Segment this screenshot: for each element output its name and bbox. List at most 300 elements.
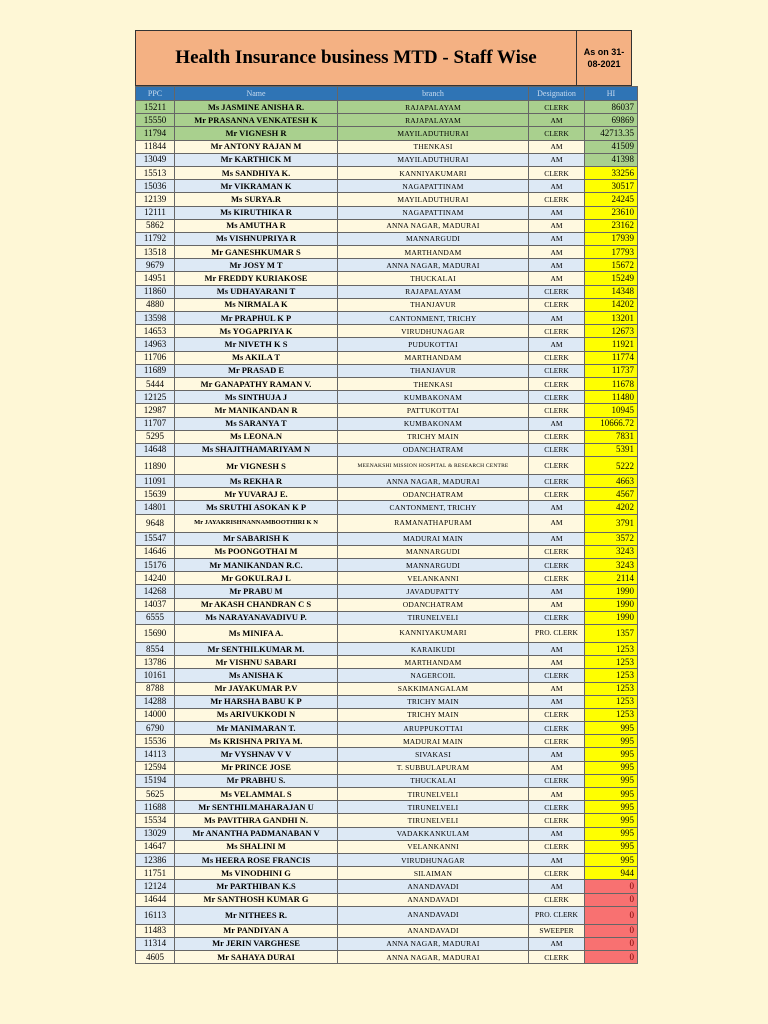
name-cell: Mr SANTHOSH KUMAR G xyxy=(175,893,338,906)
hi-cell: 0 xyxy=(585,937,638,950)
branch-cell: NAGERCOIL xyxy=(338,669,529,682)
hi-cell: 4663 xyxy=(585,475,638,488)
branch-cell: MADURAI MAIN xyxy=(338,735,529,748)
table-row xyxy=(136,840,638,853)
name-cell: Ms SINTHUJA J xyxy=(175,391,338,404)
designation-cell: CLERK xyxy=(529,814,585,827)
column-header-hi: HI xyxy=(585,87,638,101)
designation-cell: AM xyxy=(529,272,585,285)
branch-cell: NAGAPATTINAM xyxy=(338,206,529,219)
table-row xyxy=(136,364,638,377)
branch-cell: THENKASI xyxy=(338,377,529,390)
ppc-cell: 11890 xyxy=(136,457,175,475)
designation-cell: AM xyxy=(529,827,585,840)
branch-cell: MARTHANDAM xyxy=(338,351,529,364)
name-cell: Ms SHALINI M xyxy=(175,840,338,853)
name-cell: Mr JAYAKUMAR P.V xyxy=(175,682,338,695)
designation-cell: CLERK xyxy=(529,893,585,906)
ppc-cell: 13598 xyxy=(136,312,175,325)
branch-cell: ANNA NAGAR, MADURAI xyxy=(338,219,529,232)
branch-cell: MARTHANDAM xyxy=(338,246,529,259)
name-cell: Ms SHAJITHAMARIYAM N xyxy=(175,443,338,456)
name-cell: Mr NITHEES R. xyxy=(175,906,338,924)
table-row xyxy=(136,867,638,880)
ppc-cell: 14963 xyxy=(136,338,175,351)
name-cell: Mr PRASAD E xyxy=(175,364,338,377)
designation-cell: CLERK xyxy=(529,951,585,964)
designation-cell: CLERK xyxy=(529,193,585,206)
designation-cell: AM xyxy=(529,598,585,611)
hi-cell: 24245 xyxy=(585,193,638,206)
ppc-cell: 12987 xyxy=(136,404,175,417)
table-row xyxy=(136,774,638,787)
ppc-cell: 6555 xyxy=(136,611,175,624)
hi-cell: 1357 xyxy=(585,624,638,642)
ppc-cell: 5444 xyxy=(136,377,175,390)
ppc-cell: 15690 xyxy=(136,624,175,642)
table-row xyxy=(136,827,638,840)
branch-cell: ODANCHATRAM xyxy=(338,443,529,456)
designation-cell: CLERK xyxy=(529,774,585,787)
table-row xyxy=(136,285,638,298)
hi-cell: 995 xyxy=(585,827,638,840)
hi-cell: 0 xyxy=(585,906,638,924)
table-row xyxy=(136,951,638,964)
hi-cell: 995 xyxy=(585,788,638,801)
hi-cell: 10945 xyxy=(585,404,638,417)
hi-cell: 3243 xyxy=(585,545,638,558)
designation-cell: AM xyxy=(529,585,585,598)
ppc-cell: 13029 xyxy=(136,827,175,840)
ppc-cell: 15211 xyxy=(136,101,175,114)
designation-cell: CLERK xyxy=(529,364,585,377)
ppc-cell: 15513 xyxy=(136,166,175,179)
hi-cell: 17939 xyxy=(585,232,638,245)
ppc-cell: 11688 xyxy=(136,801,175,814)
table-row xyxy=(136,180,638,193)
branch-cell: TRICHY MAIN xyxy=(338,695,529,708)
ppc-cell: 14653 xyxy=(136,325,175,338)
table-row xyxy=(136,722,638,735)
hi-cell: 995 xyxy=(585,814,638,827)
designation-cell: CLERK xyxy=(529,611,585,624)
name-cell: Mr HARSHA BABU K P xyxy=(175,695,338,708)
name-cell: Mr SAHAYA DURAI xyxy=(175,951,338,964)
hi-cell: 995 xyxy=(585,722,638,735)
hi-cell: 11678 xyxy=(585,377,638,390)
name-cell: Ms SANDHIYA K. xyxy=(175,166,338,179)
ppc-cell: 15550 xyxy=(136,114,175,127)
branch-cell: JAVADUPATTY xyxy=(338,585,529,598)
designation-cell: AM xyxy=(529,532,585,545)
name-cell: Mr ANANTHA PADMANABAN V xyxy=(175,827,338,840)
designation-cell: AM xyxy=(529,338,585,351)
designation-cell: CLERK xyxy=(529,722,585,735)
branch-cell: ANANDAVADI xyxy=(338,880,529,893)
designation-cell: AM xyxy=(529,695,585,708)
designation-cell: AM xyxy=(529,140,585,153)
designation-cell: CLERK xyxy=(529,669,585,682)
name-cell: Ms VINODHINI G xyxy=(175,867,338,880)
designation-cell: CLERK xyxy=(529,404,585,417)
table-row xyxy=(136,298,638,311)
hi-cell: 3572 xyxy=(585,532,638,545)
branch-cell: RAJAPALAYAM xyxy=(338,101,529,114)
name-cell: Mr ANTONY RAJAN M xyxy=(175,140,338,153)
hi-cell: 995 xyxy=(585,761,638,774)
hi-cell: 1253 xyxy=(585,708,638,721)
ppc-cell: 9648 xyxy=(136,514,175,532)
hi-cell: 2114 xyxy=(585,572,638,585)
name-cell: Ms JASMINE ANISHA R. xyxy=(175,101,338,114)
hi-cell: 86037 xyxy=(585,101,638,114)
hi-cell: 995 xyxy=(585,774,638,787)
hi-cell: 1990 xyxy=(585,611,638,624)
table-row xyxy=(136,312,638,325)
branch-cell: ANANDAVADI xyxy=(338,924,529,937)
name-cell: Mr PRINCE JOSE xyxy=(175,761,338,774)
designation-cell: AM xyxy=(529,219,585,232)
branch-cell: MAYILADUTHURAI xyxy=(338,153,529,166)
name-cell: Mr GANAPATHY RAMAN V. xyxy=(175,377,338,390)
branch-cell: MANNARGUDI xyxy=(338,545,529,558)
table-body xyxy=(136,101,638,964)
hi-cell: 15249 xyxy=(585,272,638,285)
ppc-cell: 5862 xyxy=(136,219,175,232)
table-row xyxy=(136,853,638,866)
hi-cell: 10666.72 xyxy=(585,417,638,430)
hi-cell: 4567 xyxy=(585,488,638,501)
as-on-date: As on 31-08-2021 xyxy=(583,47,625,69)
column-header-designation: Designation xyxy=(529,87,585,101)
name-cell: Mr PRABHU S. xyxy=(175,774,338,787)
table-row xyxy=(136,232,638,245)
table-row xyxy=(136,624,638,642)
name-cell: Mr VIGNESH S xyxy=(175,457,338,475)
branch-cell: TRICHY MAIN xyxy=(338,708,529,721)
ppc-cell: 11794 xyxy=(136,127,175,140)
designation-cell: AM xyxy=(529,312,585,325)
designation-cell: AM xyxy=(529,180,585,193)
designation-cell: AM xyxy=(529,880,585,893)
branch-cell: TIRUNELVELI xyxy=(338,801,529,814)
hi-cell: 5391 xyxy=(585,443,638,456)
branch-cell: VELANKANNI xyxy=(338,840,529,853)
name-cell: Ms KRISHNA PRIYA M. xyxy=(175,735,338,748)
hi-cell: 33256 xyxy=(585,166,638,179)
hi-cell: 1253 xyxy=(585,669,638,682)
name-cell: Mr YUVARAJ E. xyxy=(175,488,338,501)
ppc-cell: 14113 xyxy=(136,748,175,761)
table-row xyxy=(136,153,638,166)
designation-cell: CLERK xyxy=(529,572,585,585)
designation-cell: CLERK xyxy=(529,708,585,721)
branch-cell: VIRUDHUNAGAR xyxy=(338,853,529,866)
table-row xyxy=(136,475,638,488)
designation-cell: CLERK xyxy=(529,377,585,390)
table-row xyxy=(136,893,638,906)
name-cell: Ms SURYA.R xyxy=(175,193,338,206)
name-cell: Mr SABARISH K xyxy=(175,532,338,545)
ppc-cell: 15536 xyxy=(136,735,175,748)
branch-cell: THANJAVUR xyxy=(338,364,529,377)
ppc-cell: 4880 xyxy=(136,298,175,311)
name-cell: Ms AKILA T xyxy=(175,351,338,364)
ppc-cell: 9679 xyxy=(136,259,175,272)
designation-cell: AM xyxy=(529,682,585,695)
name-cell: Mr PANDIYAN A xyxy=(175,924,338,937)
hi-cell: 41509 xyxy=(585,140,638,153)
hi-cell: 3243 xyxy=(585,559,638,572)
name-cell: Mr JOSY M T xyxy=(175,259,338,272)
ppc-cell: 11751 xyxy=(136,867,175,880)
branch-cell: SIVAKASI xyxy=(338,748,529,761)
ppc-cell: 5295 xyxy=(136,430,175,443)
hi-cell: 13201 xyxy=(585,312,638,325)
ppc-cell: 14240 xyxy=(136,572,175,585)
branch-cell: THUCKALAI xyxy=(338,272,529,285)
hi-cell: 0 xyxy=(585,924,638,937)
designation-cell: CLERK xyxy=(529,443,585,456)
designation-cell: PRO. CLERK xyxy=(529,906,585,924)
table-row xyxy=(136,193,638,206)
table-row xyxy=(136,501,638,514)
staff-report-sheet xyxy=(135,30,632,964)
name-cell: Ms NARAYANAVADIVU P. xyxy=(175,611,338,624)
hi-cell: 4202 xyxy=(585,501,638,514)
ppc-cell: 5625 xyxy=(136,788,175,801)
designation-cell: CLERK xyxy=(529,101,585,114)
ppc-cell: 11707 xyxy=(136,417,175,430)
branch-cell: MANNARGUDI xyxy=(338,559,529,572)
ppc-cell: 16113 xyxy=(136,906,175,924)
ppc-cell: 15176 xyxy=(136,559,175,572)
designation-cell: CLERK xyxy=(529,801,585,814)
ppc-cell: 11792 xyxy=(136,232,175,245)
branch-cell: TIRUNELVELI xyxy=(338,788,529,801)
report-title: Health Insurance business MTD - Staff Wise xyxy=(136,31,577,85)
designation-cell: AM xyxy=(529,937,585,950)
hi-cell: 12673 xyxy=(585,325,638,338)
branch-cell: VADAKKANKULAM xyxy=(338,827,529,840)
hi-cell: 23162 xyxy=(585,219,638,232)
designation-cell: CLERK xyxy=(529,166,585,179)
hi-cell: 1990 xyxy=(585,598,638,611)
hi-cell: 0 xyxy=(585,951,638,964)
ppc-cell: 13518 xyxy=(136,246,175,259)
branch-cell: TIRUNELVELI xyxy=(338,611,529,624)
ppc-cell: 8788 xyxy=(136,682,175,695)
table-row xyxy=(136,338,638,351)
ppc-cell: 4605 xyxy=(136,951,175,964)
table-row xyxy=(136,272,638,285)
table-row xyxy=(136,761,638,774)
hi-cell: 1253 xyxy=(585,642,638,655)
name-cell: Ms VISHNUPRIYA R xyxy=(175,232,338,245)
branch-cell: MANNARGUDI xyxy=(338,232,529,245)
branch-cell: KARAIKUDI xyxy=(338,642,529,655)
ppc-cell: 14951 xyxy=(136,272,175,285)
ppc-cell: 6790 xyxy=(136,722,175,735)
designation-cell: CLERK xyxy=(529,285,585,298)
branch-cell: VELANKANNI xyxy=(338,572,529,585)
branch-cell: ANANDAVADI xyxy=(338,906,529,924)
name-cell: Ms ARIVUKKODI N xyxy=(175,708,338,721)
hi-cell: 41398 xyxy=(585,153,638,166)
branch-cell: ANANDAVADI xyxy=(338,893,529,906)
table-row xyxy=(136,669,638,682)
designation-cell: AM xyxy=(529,501,585,514)
name-cell: Ms SRUTHI ASOKAN K P xyxy=(175,501,338,514)
table-row xyxy=(136,443,638,456)
branch-cell: THUCKALAI xyxy=(338,774,529,787)
ppc-cell: 12125 xyxy=(136,391,175,404)
ppc-cell: 14648 xyxy=(136,443,175,456)
table-row xyxy=(136,219,638,232)
hi-cell: 1253 xyxy=(585,695,638,708)
table-row xyxy=(136,114,638,127)
name-cell: Mr GANESHKUMAR S xyxy=(175,246,338,259)
hi-cell: 995 xyxy=(585,735,638,748)
designation-cell: AM xyxy=(529,232,585,245)
designation-cell: AM xyxy=(529,259,585,272)
table-row xyxy=(136,611,638,624)
hi-cell: 14348 xyxy=(585,285,638,298)
ppc-cell: 12111 xyxy=(136,206,175,219)
table-row xyxy=(136,488,638,501)
designation-cell: CLERK xyxy=(529,351,585,364)
name-cell: Mr PRAPHUL K P xyxy=(175,312,338,325)
ppc-cell: 13049 xyxy=(136,153,175,166)
name-cell: Ms REKHA R xyxy=(175,475,338,488)
table-row xyxy=(136,682,638,695)
hi-cell: 995 xyxy=(585,840,638,853)
table-row xyxy=(136,708,638,721)
table-row xyxy=(136,457,638,475)
hi-cell: 23610 xyxy=(585,206,638,219)
hi-cell: 15672 xyxy=(585,259,638,272)
ppc-cell: 12386 xyxy=(136,853,175,866)
ppc-cell: 14000 xyxy=(136,708,175,721)
name-cell: Ms UDHAYARANI T xyxy=(175,285,338,298)
name-cell: Mr PRABU M xyxy=(175,585,338,598)
name-cell: Mr JAYAKRISHNANNAMBOOTHIRI K N xyxy=(175,514,338,532)
ppc-cell: 12139 xyxy=(136,193,175,206)
table-row xyxy=(136,695,638,708)
branch-cell: NAGAPATTINAM xyxy=(338,180,529,193)
table-row xyxy=(136,532,638,545)
table-row xyxy=(136,924,638,937)
branch-cell: KANNIYAKUMARI xyxy=(338,166,529,179)
table-row xyxy=(136,735,638,748)
name-cell: Mr VIKRAMAN K xyxy=(175,180,338,193)
ppc-cell: 11091 xyxy=(136,475,175,488)
ppc-cell: 14288 xyxy=(136,695,175,708)
branch-cell: RAJAPALAYAM xyxy=(338,114,529,127)
branch-cell: PATTUKOTTAI xyxy=(338,404,529,417)
table-row xyxy=(136,127,638,140)
table-row xyxy=(136,166,638,179)
hi-cell: 42713.35 xyxy=(585,127,638,140)
ppc-cell: 14801 xyxy=(136,501,175,514)
designation-cell: AM xyxy=(529,153,585,166)
branch-cell: KUMBAKONAM xyxy=(338,417,529,430)
designation-cell: AM xyxy=(529,246,585,259)
branch-cell: MAYILADUTHURAI xyxy=(338,127,529,140)
name-cell: Mr AKASH CHANDRAN C S xyxy=(175,598,338,611)
designation-cell: CLERK xyxy=(529,391,585,404)
branch-cell: KUMBAKONAM xyxy=(338,391,529,404)
ppc-cell: 15534 xyxy=(136,814,175,827)
designation-cell: PRO. CLERK xyxy=(529,624,585,642)
designation-cell: AM xyxy=(529,656,585,669)
column-header-ppc: PPC xyxy=(136,87,175,101)
branch-cell: ODANCHATRAM xyxy=(338,488,529,501)
designation-cell: SWEEPER xyxy=(529,924,585,937)
name-cell: Mr GOKULRAJ L xyxy=(175,572,338,585)
designation-cell: AM xyxy=(529,761,585,774)
designation-cell: AM xyxy=(529,514,585,532)
ppc-cell: 14037 xyxy=(136,598,175,611)
table-row xyxy=(136,545,638,558)
table-row xyxy=(136,559,638,572)
designation-cell: AM xyxy=(529,642,585,655)
ppc-cell: 11314 xyxy=(136,937,175,950)
hi-cell: 944 xyxy=(585,867,638,880)
ppc-cell: 8554 xyxy=(136,642,175,655)
designation-cell: CLERK xyxy=(529,457,585,475)
hi-cell: 0 xyxy=(585,880,638,893)
hi-cell: 69869 xyxy=(585,114,638,127)
hi-cell: 995 xyxy=(585,801,638,814)
hi-cell: 11921 xyxy=(585,338,638,351)
name-cell: Ms AMUTHA R xyxy=(175,219,338,232)
table-row xyxy=(136,656,638,669)
branch-cell: TIRUNELVELI xyxy=(338,814,529,827)
table-row xyxy=(136,351,638,364)
table-row xyxy=(136,417,638,430)
name-cell: Mr KARTHICK M xyxy=(175,153,338,166)
designation-cell: CLERK xyxy=(529,488,585,501)
name-cell: Mr VYSHNAV V V xyxy=(175,748,338,761)
hi-cell: 0 xyxy=(585,893,638,906)
designation-cell: AM xyxy=(529,853,585,866)
designation-cell: CLERK xyxy=(529,325,585,338)
name-cell: Mr SENTHILMAHARAJAN U xyxy=(175,801,338,814)
designation-cell: CLERK xyxy=(529,867,585,880)
ppc-cell: 11689 xyxy=(136,364,175,377)
table-row xyxy=(136,325,638,338)
table-row xyxy=(136,404,638,417)
ppc-cell: 14644 xyxy=(136,893,175,906)
designation-cell: CLERK xyxy=(529,430,585,443)
ppc-cell: 11844 xyxy=(136,140,175,153)
table-row xyxy=(136,880,638,893)
ppc-cell: 12594 xyxy=(136,761,175,774)
ppc-cell: 15547 xyxy=(136,532,175,545)
hi-cell: 3791 xyxy=(585,514,638,532)
name-cell: Ms YOGAPRIYA K xyxy=(175,325,338,338)
column-header-name: Name xyxy=(175,87,338,101)
hi-cell: 995 xyxy=(585,748,638,761)
hi-cell: 995 xyxy=(585,853,638,866)
hi-cell: 11737 xyxy=(585,364,638,377)
name-cell: Ms HEERA ROSE FRANCIS xyxy=(175,853,338,866)
ppc-cell: 10161 xyxy=(136,669,175,682)
ppc-cell: 14646 xyxy=(136,545,175,558)
designation-cell: AM xyxy=(529,206,585,219)
branch-cell: CANTONMENT, TRICHY xyxy=(338,312,529,325)
